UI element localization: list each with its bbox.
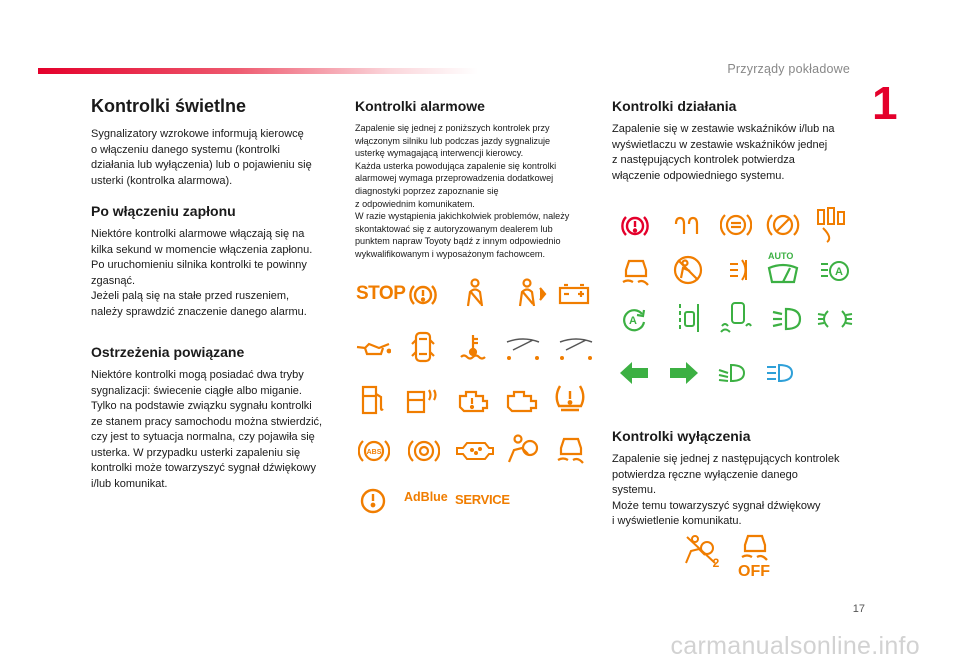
- park-assist-icon: [718, 300, 752, 336]
- svg-text:2: 2: [712, 556, 720, 569]
- auto-wiper-label: AUTO: [768, 251, 794, 261]
- fuel-level-icon: [360, 384, 386, 416]
- power-steering-icon: [356, 486, 390, 516]
- function-lights-text: Zapalenie się w zestawie wskaźników i/lub na wyświetlaczu w zestawie wskaźników jednej z następujących kontrolek potwierdza włączenie odpowiedniego systemu.: [612, 123, 835, 182]
- column-indicator-lights: [91, 96, 341, 492]
- abs-icon: [358, 436, 390, 466]
- column-function-lights: [612, 98, 857, 184]
- deactivation-lights-text: Zapalenie się jednej z następujących kontrolek potwierdza ręczne wyłączenie danego systemu. Może temu towarzyszyć sygnał dźwiękowy i wyświetlenie komunikatu.: [612, 453, 840, 527]
- title-warning-lights: Kontrolki alarmowe: [355, 98, 485, 114]
- section-header-title: Przyrządy pokładowe: [727, 62, 850, 76]
- airbag-icon: [506, 434, 540, 466]
- brake-system-icon: [408, 436, 440, 466]
- page-number: 17: [852, 603, 865, 615]
- heading-associated-warnings: Ostrzeżenia powiązane: [91, 344, 245, 360]
- fluid-levels-icon: [815, 204, 849, 244]
- fuel-filter-icon: [405, 386, 439, 416]
- warning-lights-text: Zapalenie się jednej z poniższych kontrolek przy włączonym silniku lub podczas jazdy sygnalizuje usterkę wymagającą interwencji kierowcy. Każda usterka powodująca zapalenie się kontrolki alarmowej wymaga przeprowadzenia dodatkowej diagnostyki poprzez zapoznanie się z odpowiednim komunikatem. W razie wystąpienia jakichkolwiek problemów, należy skontaktować się z autoryzowanym dealerem lub punktem napraw Toyoty bądź z innym odpowiednio wykwalifikowanym i wyposażonym fachowcem.: [355, 123, 570, 259]
- title-indicator-lights: Kontrolki świetlne: [91, 96, 247, 116]
- svg-text:A: A: [629, 315, 637, 327]
- passenger-airbag-off-icon: [672, 254, 704, 286]
- right-turn-icon: [668, 360, 700, 386]
- engine-check-icon: [504, 388, 540, 414]
- stability-off-icon: [739, 530, 771, 562]
- sidelights-icon: [816, 308, 854, 330]
- watermark: carmanualsonline.info: [670, 632, 920, 660]
- chapter-number: 1: [872, 77, 898, 129]
- header-accent-bar: [38, 68, 478, 74]
- oil-pressure-icon: [355, 338, 391, 358]
- brake-function-icon: [620, 212, 650, 240]
- stop-start-icon: [620, 306, 648, 334]
- glow-plug-icon: [672, 214, 702, 238]
- auto-wiper-icon: [766, 262, 800, 284]
- stability-control-icon: [555, 432, 587, 466]
- airbag-off-icon: [683, 533, 723, 569]
- seatbelt-icon: [460, 278, 490, 310]
- column-warning-lights: [355, 98, 600, 261]
- associated-warnings-text: Niektóre kontrolki mogą posiadać dwa tryby sygnalizacji: świecenie ciągłe albo miganie. Tylko na podstawie związku sygnału kontrolki ze stanem pracy samochodu można stwierdzić, czy jest to sytuacja normalna, czy pojawiła się usterka. W przypadku usterki zapaleniu się kontrolki może towarzyszyć sygnał dźwiękowy i/lub komunikat.: [91, 369, 323, 490]
- battery-icon: [558, 283, 590, 305]
- coolant-temperature-icon: [458, 332, 488, 362]
- parking-brake-icon: [720, 210, 752, 240]
- intro-text: Sygnalizatory wzrokowe informują kierowcę o włączeniu danego systemu (kontrolki działania lub wyłączenia) lub o pojawieniu się usterki (kontrolka alarmowa).: [91, 128, 312, 187]
- title-function-lights: Kontrolki działania: [612, 98, 737, 114]
- left-turn-icon: [618, 360, 650, 386]
- svg-text:ABS: ABS: [366, 449, 382, 456]
- door-open-icon: [410, 330, 436, 364]
- brake-disabled-icon: [766, 210, 800, 240]
- high-beam-icon: [764, 362, 794, 384]
- tyre-pressure-icon: [553, 382, 587, 414]
- wiper-fluid-icon: [503, 330, 543, 364]
- auto-headlamp-icon: [818, 258, 850, 284]
- rear-fog-light-icon: [726, 256, 754, 284]
- stop-icon: STOP: [356, 283, 406, 304]
- svg-text:A: A: [835, 266, 843, 278]
- title-deactivation-lights: Kontrolki wyłączenia: [612, 428, 751, 444]
- column-deactivation-lights: [612, 428, 857, 530]
- wiper-fault-icon: [556, 330, 596, 364]
- service-icon: SERVICE: [455, 492, 510, 507]
- main-beam-icon: [770, 306, 802, 332]
- brake-warning-icon: [408, 281, 438, 309]
- ignition-text: Niektóre kontrolki alarmowe włączają się na kilka sekund w momencie włączenia zapłonu. Po uruchomieniu silnika kontrolki te powinny zgasnąć. Jeżeli palą się na stałe przed ruszeniem, należy sprawdzić znaczenie danego alarmu.: [91, 228, 313, 318]
- lane-departure-icon: [676, 302, 702, 334]
- passenger-seatbelt-icon: [512, 278, 548, 310]
- stability-function-icon: [620, 254, 652, 288]
- engine-fault-icon: [456, 388, 490, 414]
- particle-filter-icon: [455, 438, 495, 464]
- off-label: OFF: [738, 563, 770, 580]
- dipped-beam-icon: [716, 362, 746, 384]
- adblue-icon: AdBlue: [404, 490, 448, 504]
- heading-ignition: Po włączeniu zapłonu: [91, 203, 236, 219]
